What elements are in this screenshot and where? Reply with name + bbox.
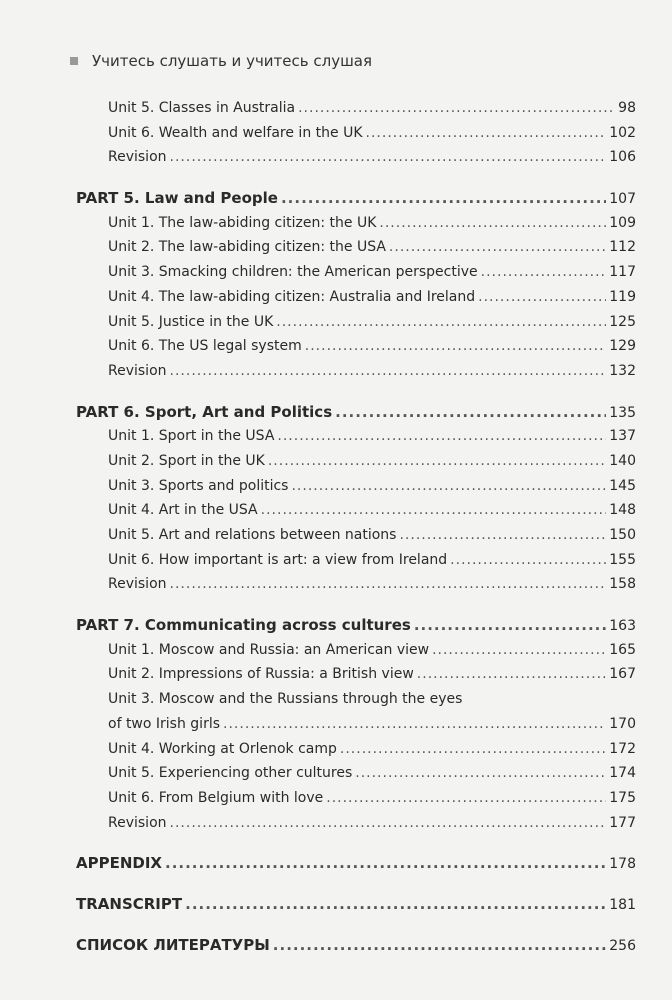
dot-leader	[432, 638, 606, 663]
toc-page-number: 175	[609, 789, 636, 806]
toc-entry-title: СПИСОК ЛИТЕРАТУРЫ	[76, 935, 270, 954]
toc-entry-title: Unit 5. Experiencing other cultures	[108, 765, 353, 782]
toc-part-entry	[76, 186, 636, 211]
toc-page-number: 132	[609, 362, 636, 379]
toc-unit-entry	[76, 260, 636, 285]
toc-part-entry	[76, 892, 636, 917]
toc-unit-entry	[76, 474, 636, 499]
toc-page-number: 137	[609, 428, 636, 445]
dot-leader	[326, 786, 606, 811]
toc-entry-title: Unit 5. Classes in Australia	[108, 100, 296, 116]
toc-page-number: 167	[609, 666, 636, 683]
toc-page-number: 112	[609, 239, 636, 256]
toc-entry-title: Unit 1. Moscow and Russia: an American view	[108, 641, 430, 658]
dot-leader	[335, 400, 606, 425]
toc-page-number: 172	[609, 740, 636, 757]
toc-page-number: 109	[609, 214, 636, 231]
toc-page-number: 256	[609, 937, 636, 954]
toc-page-number: 107	[609, 191, 636, 208]
toc-unit-entry	[76, 145, 636, 170]
toc-part-entry	[76, 400, 636, 425]
toc-entry-title: Unit 6. How important is art: a view from Ireland	[108, 551, 448, 568]
toc-unit-entry	[76, 424, 636, 449]
toc-page-number: 155	[609, 551, 636, 568]
toc-entry-title: Revision	[108, 149, 167, 166]
toc-page-number: 117	[609, 264, 636, 281]
toc-page-number: 158	[609, 576, 636, 593]
dot-leader	[273, 933, 606, 958]
toc-unit-entry	[76, 737, 636, 762]
toc-entry-title: Unit 1. The law-abiding citizen: the UK	[108, 214, 377, 231]
toc-entry-title: TRANSCRIPT	[76, 894, 183, 913]
toc-unit-entry	[76, 498, 636, 523]
toc-page-number: 181	[609, 896, 636, 913]
dot-leader	[399, 523, 606, 548]
dot-leader	[281, 186, 606, 211]
dot-leader	[277, 424, 606, 449]
toc-page-number: 148	[609, 502, 636, 519]
toc-entry-title: Revision	[108, 576, 167, 593]
toc-entry-title: PART 6. Sport, Art and Politics	[76, 402, 333, 421]
table-of-contents	[76, 96, 636, 957]
toc-unit-entry	[76, 786, 636, 811]
dot-leader	[165, 851, 606, 876]
toc-page-number: 140	[609, 452, 636, 469]
dot-leader	[389, 235, 606, 260]
toc-unit-entry	[76, 285, 636, 310]
toc-page-number: 119	[609, 288, 636, 305]
toc-unit-entry	[76, 96, 636, 121]
dot-leader	[170, 359, 607, 384]
toc-entry-title: Unit 3. Sports and politics	[108, 477, 289, 494]
dot-leader	[366, 121, 607, 146]
toc-unit-entry	[76, 662, 636, 687]
toc-unit-entry	[76, 523, 636, 548]
dot-leader	[478, 285, 606, 310]
toc-entry-title: Unit 1. Sport in the USA	[108, 428, 275, 445]
dot-leader	[414, 613, 606, 638]
dot-leader	[268, 449, 606, 474]
toc-part-entry	[76, 851, 636, 876]
toc-unit-entry	[76, 359, 636, 384]
toc-entry-title: Unit 4. Working at Orlenok camp	[108, 740, 337, 757]
toc-unit-entry	[76, 334, 636, 359]
toc-page-number: 125	[609, 313, 636, 330]
dot-leader	[170, 572, 607, 597]
dot-leader	[276, 310, 606, 335]
toc-entry-title: Unit 6. Wealth and welfare in the UK	[108, 124, 363, 141]
toc-page-number: 170	[609, 715, 636, 732]
dot-leader	[379, 211, 606, 236]
dot-leader	[185, 892, 606, 917]
header-title: Учитесь слушать и учитесь слушая	[92, 52, 373, 70]
toc-entry-title: APPENDIX	[76, 854, 162, 873]
dot-leader	[170, 811, 607, 836]
toc-entry-title: Revision	[108, 362, 167, 379]
toc-page-number: 145	[609, 477, 636, 494]
dot-leader	[417, 662, 606, 687]
toc-entry-title: of two Irish girls	[108, 715, 221, 732]
dot-leader	[291, 474, 606, 499]
toc-unit-entry	[76, 235, 636, 260]
toc-entry-title: Unit 2. Impressions of Russia: a British view	[108, 666, 414, 683]
dot-leader	[170, 145, 607, 170]
toc-page-number: 135	[609, 404, 636, 421]
dot-leader	[450, 548, 606, 573]
toc-page-number: 102	[609, 124, 636, 141]
toc-entry-title: Unit 6. The US legal system	[108, 338, 302, 355]
toc-part-entry	[76, 933, 636, 958]
dot-leader	[355, 761, 606, 786]
toc-entry-title: Unit 2. Sport in the UK	[108, 452, 265, 469]
toc-entry-title: Unit 4. Art in the USA	[108, 502, 258, 519]
toc-unit-entry	[76, 548, 636, 573]
toc-page-number: 178	[609, 856, 636, 873]
toc-unit-entry	[76, 572, 636, 597]
toc-entry-title: PART 7. Communicating across cultures	[76, 616, 411, 635]
toc-entry-title: Unit 2. The law-abiding citizen: the USA	[108, 239, 386, 256]
toc-unit-entry	[76, 638, 636, 663]
dot-leader	[223, 712, 606, 737]
toc-page-number: 177	[609, 814, 636, 831]
toc-page-number: 163	[609, 618, 636, 635]
toc-entry-title: Unit 5. Art and relations between nations	[108, 527, 397, 543]
toc-page-number: 150	[609, 527, 636, 543]
dot-leader	[481, 260, 607, 285]
toc-page-number: 106	[609, 149, 636, 166]
dot-leader	[261, 498, 607, 523]
toc-entry-title: Unit 6. From Belgium with love	[108, 789, 324, 806]
toc-unit-entry	[76, 761, 636, 786]
toc-unit-entry	[76, 712, 636, 737]
toc-part-entry	[76, 613, 636, 638]
dot-leader	[305, 334, 607, 359]
toc-entry-title: PART 5. Law and People	[76, 189, 278, 208]
toc-unit-entry	[76, 310, 636, 335]
toc-entry-title: Unit 3. Smacking children: the American perspective	[108, 264, 478, 281]
toc-unit-entry	[76, 211, 636, 236]
toc-entry-title: Unit 4. The law-abiding citizen: Australia and Ireland	[108, 288, 476, 305]
toc-entry-title: Revision	[108, 814, 167, 831]
toc-page-number: 98	[618, 100, 636, 116]
toc-page-number: 165	[609, 641, 636, 658]
running-header	[70, 52, 372, 70]
dot-leader	[340, 737, 606, 762]
dot-leader	[298, 96, 615, 121]
toc-unit-entry	[76, 811, 636, 836]
toc-unit-entry	[76, 449, 636, 474]
toc-unit-entry	[76, 121, 636, 146]
toc-entry-title: Unit 5. Justice in the UK	[108, 313, 274, 330]
bullet-square-icon	[70, 57, 78, 65]
toc-page-number: 129	[609, 338, 636, 355]
toc-page-number: 174	[609, 765, 636, 782]
toc-entry-line1: Unit 3. Moscow and the Russians through the eyes	[108, 691, 463, 708]
